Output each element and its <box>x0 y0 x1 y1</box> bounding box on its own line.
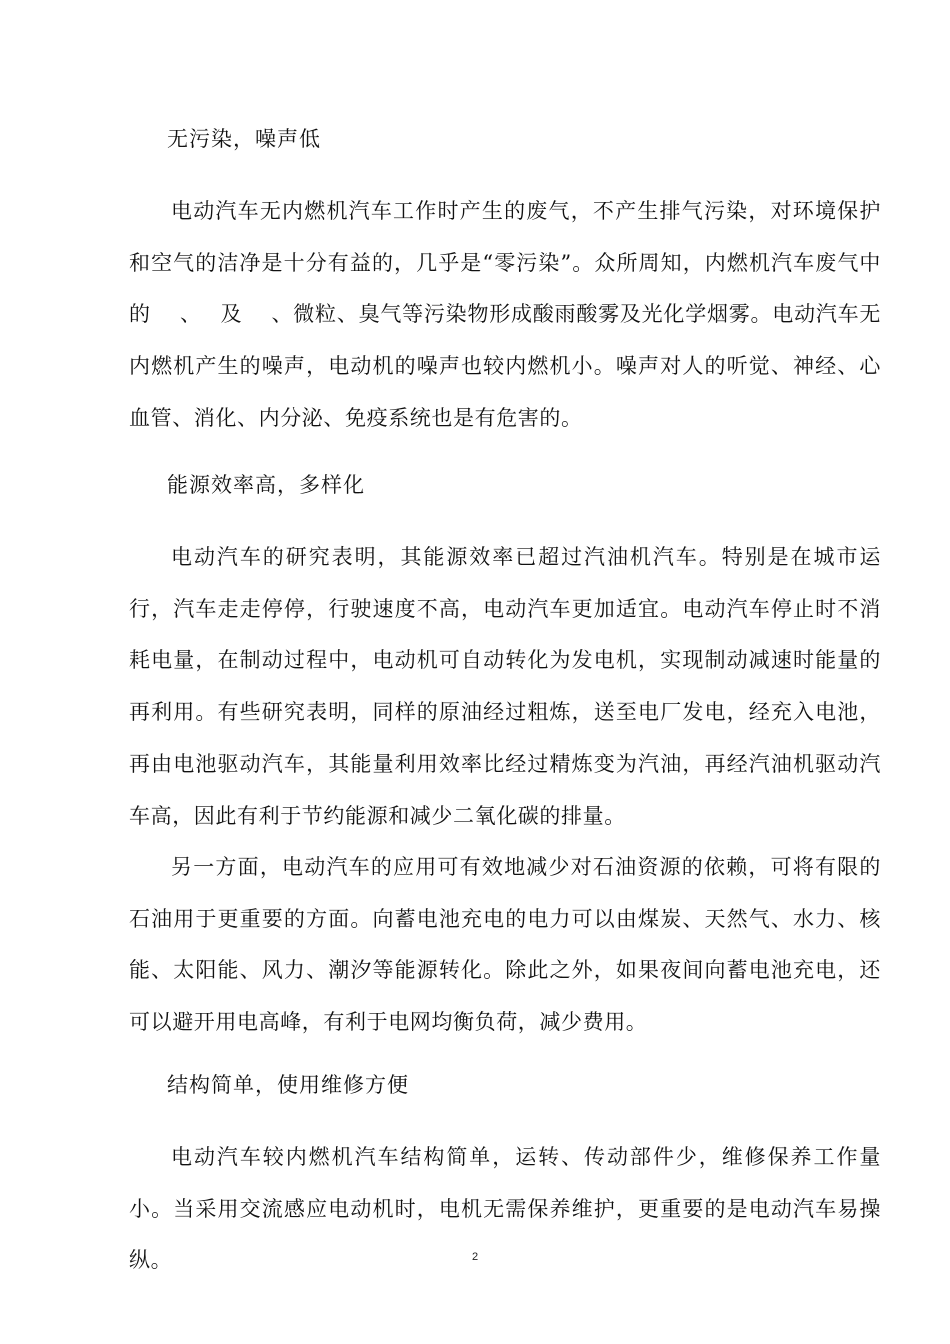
paragraph-oil-dependence: 另一方面，电动汽车的应用可有效地减少对石油资源的依赖，可将有限的石油用于更重要的方面。向蓄电池充电的电力可以由煤炭、天然气、水力、核能、太阳能、风力、潮汐等能源转化。除此之外，如果夜间向蓄电池充电，还可以避开用电高峰，有利于电网均衡负荷，减少费用。 <box>129 855 881 1035</box>
paragraph-energy-efficiency: 电动汽车的研究表明，其能源效率已超过汽油机汽车。特别是在城市运行，汽车走走停停，行驶速度不高，电动汽车更加适宜。电动汽车停止时不消耗电量，在制动过程中，电动机可自动转化为发电机，实现制动减速时能量的再利用。有些研究表明，同样的原油经过粗炼，送至电厂发电，经充入电池，再由电池驱动汽车，其能量利用效率比经过精炼变为汽油，再经汽油机驱动汽车高，因此有利于节约能源和减少二氧化碳的排量。 <box>129 545 881 828</box>
paragraph-simple-structure: 电动汽车较内燃机汽车结构简单，运转、传动部件少，维修保养工作量小。当采用交流感应电动机时，电机无需保养维护，更重要的是电动汽车易操纵。 <box>129 1145 881 1273</box>
section-heading-no-pollution: 无污染，噪声低 <box>167 127 321 151</box>
section-heading-energy-efficiency: 能源效率高，多样化 <box>167 473 365 497</box>
paragraph-no-pollution: 电动汽车无内燃机汽车工作时产生的废气，不产生排气污染，对环境保护和空气的洁净是十分有益的，几乎是“零污染”。众所周知，内燃机汽车废气中的 、 及 、微粒、臭气等污染物形成酸雨酸雾及光化学烟雾。电动汽车无内燃机产生的噪声，电动机的噪声也较内燃机小。噪声对人的听觉、神经、心血管、消化、内分泌、免疫系统也是有危害的。 <box>129 199 881 430</box>
section-heading-simple-structure: 结构简单，使用维修方便 <box>167 1073 409 1097</box>
page-number: 2 <box>471 1251 479 1263</box>
